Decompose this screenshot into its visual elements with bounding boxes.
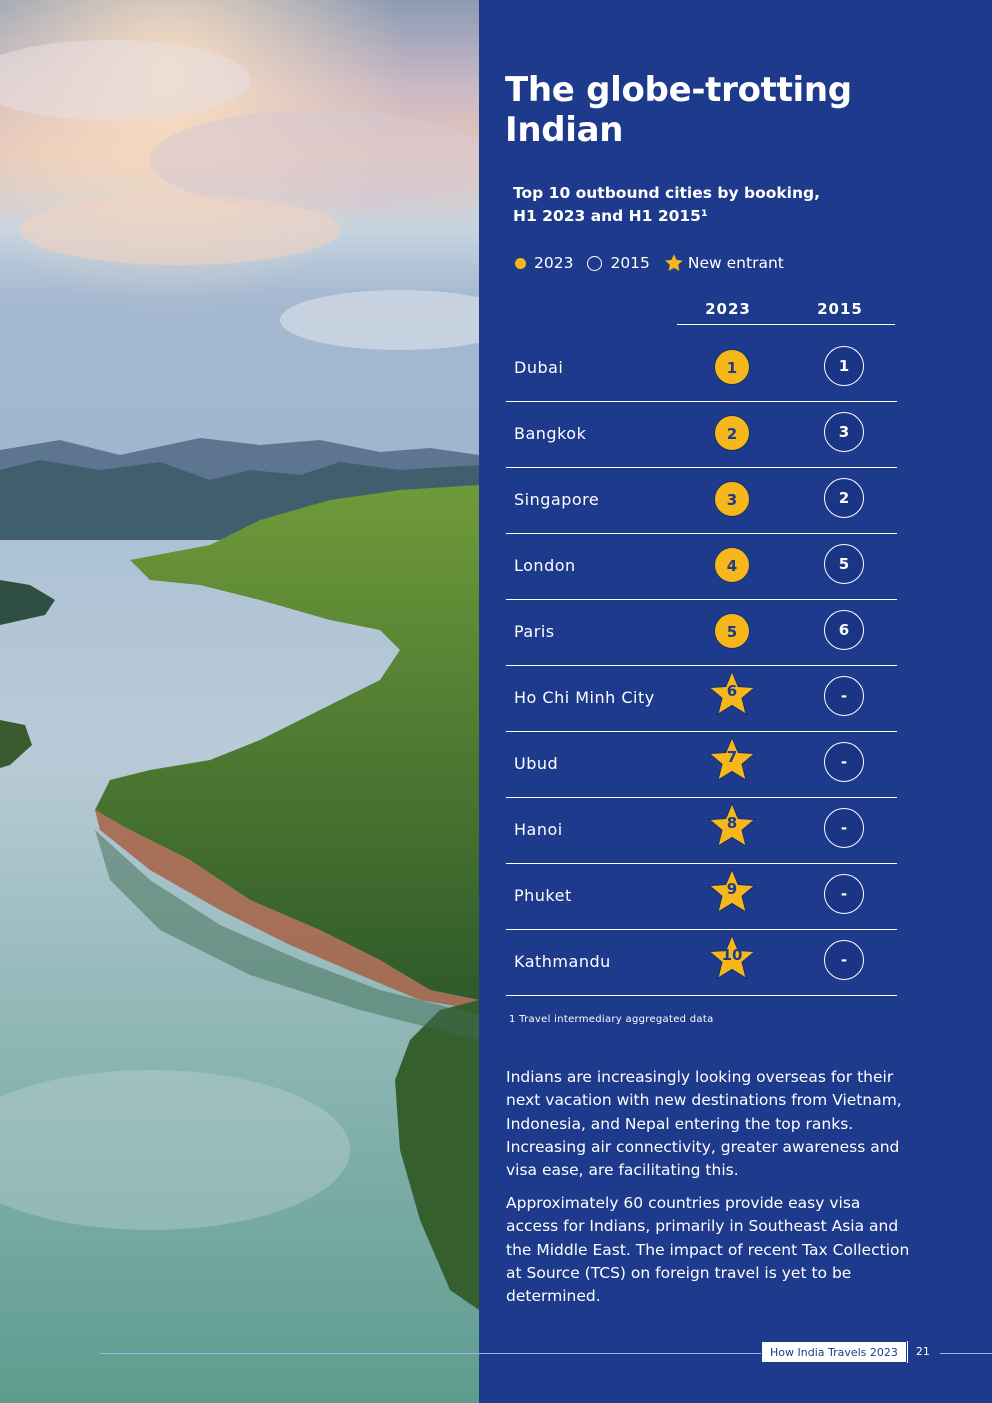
footnote: 1 Travel intermediary aggregated data <box>509 1014 714 1025</box>
rank-2015: 1 <box>824 346 864 386</box>
table-row <box>506 666 897 732</box>
city-name: Kathmandu <box>514 952 611 971</box>
legend-label-2023: 2023 <box>534 254 574 272</box>
table-row <box>506 732 897 798</box>
table-row <box>506 930 897 996</box>
city-name: Paris <box>514 622 555 641</box>
table-row <box>506 402 897 468</box>
rank-2023: 8 <box>726 814 738 832</box>
rank-2023: 1 <box>714 349 750 385</box>
city-name: Singapore <box>514 490 600 509</box>
page-title <box>505 70 852 150</box>
rank-2023-star-badge <box>707 802 757 852</box>
filled-circle-icon <box>515 258 526 269</box>
legend-item-new-entrant <box>664 253 784 273</box>
hero-photo <box>0 0 479 1403</box>
lake-landscape-image <box>0 0 479 1403</box>
rank-2023-star-badge <box>707 736 757 786</box>
rank-2023-star-badge <box>707 670 757 720</box>
header-divider <box>677 324 895 325</box>
table-row <box>506 468 897 534</box>
table-row <box>506 864 897 930</box>
city-name: Dubai <box>514 358 564 377</box>
rank-2023-star-badge <box>707 868 757 918</box>
rank-2023: 2 <box>714 415 750 451</box>
rank-2015: 3 <box>824 412 864 452</box>
rank-2023: 6 <box>726 682 738 700</box>
body-paragraph-2: Approximately 60 countries provide easy visa access for Indians, primarily in Southeast Asia and the Middle East. The impact of recent Tax Collection at Source (TCS) on foreign travel is yet to be determined. <box>506 1194 910 1306</box>
page-title-line1: The globe-trotting <box>505 70 852 110</box>
rank-2023-star-badge <box>707 934 757 984</box>
rank-2023: 3 <box>714 481 750 517</box>
rank-2015: 6 <box>824 610 864 650</box>
rank-2015: - <box>824 742 864 782</box>
city-name: London <box>514 556 576 575</box>
rank-2015: - <box>824 874 864 914</box>
rank-2023: 9 <box>726 880 738 898</box>
open-circle-icon <box>587 256 602 271</box>
legend-label-2015: 2015 <box>610 254 650 272</box>
city-name: Bangkok <box>514 424 587 443</box>
rank-2015: - <box>824 676 864 716</box>
page-title-line2: Indian <box>505 110 624 150</box>
rank-2015: 5 <box>824 544 864 584</box>
city-name: Phuket <box>514 886 572 905</box>
table-row <box>506 798 897 864</box>
publication-title: How India Travels 2023 <box>761 1341 907 1363</box>
table-row <box>506 600 897 666</box>
city-name: Ho Chi Minh City <box>514 688 655 707</box>
table-row <box>506 336 897 402</box>
rank-2023: 5 <box>714 613 750 649</box>
chart-subtitle <box>513 182 853 228</box>
page-footer <box>761 1341 940 1363</box>
chart-legend <box>515 252 798 274</box>
rank-2015: - <box>824 940 864 980</box>
city-name: Ubud <box>514 754 559 773</box>
column-header-2015: 2015 <box>817 300 863 318</box>
content-panel <box>479 0 992 1403</box>
ranking-table <box>506 336 897 996</box>
page-number: 21 <box>907 1341 940 1363</box>
column-header-2023: 2023 <box>705 300 751 318</box>
rank-2023: 10 <box>721 946 743 964</box>
city-name: Hanoi <box>514 820 563 839</box>
body-paragraph-1: Indians are increasingly looking overseas for their next vacation with new destinations from Vietnam, Indonesia, and Nepal entering the top ranks. Increasing air connectivity, greater awareness and visa ease, are facilitating this. <box>506 1068 902 1180</box>
table-row <box>506 534 897 600</box>
rank-2023: 4 <box>714 547 750 583</box>
star-icon <box>664 253 684 273</box>
legend-label-new-entrant: New entrant <box>687 254 784 272</box>
rank-2015: 2 <box>824 478 864 518</box>
rank-2023: 7 <box>726 748 738 766</box>
legend-item-2023 <box>515 254 573 272</box>
chart-subtitle-line2: H1 2023 and H1 2015¹ <box>513 207 708 225</box>
legend-item-2015 <box>587 254 649 272</box>
rank-2015: - <box>824 808 864 848</box>
chart-subtitle-line1: Top 10 outbound cities by booking, <box>513 184 821 202</box>
